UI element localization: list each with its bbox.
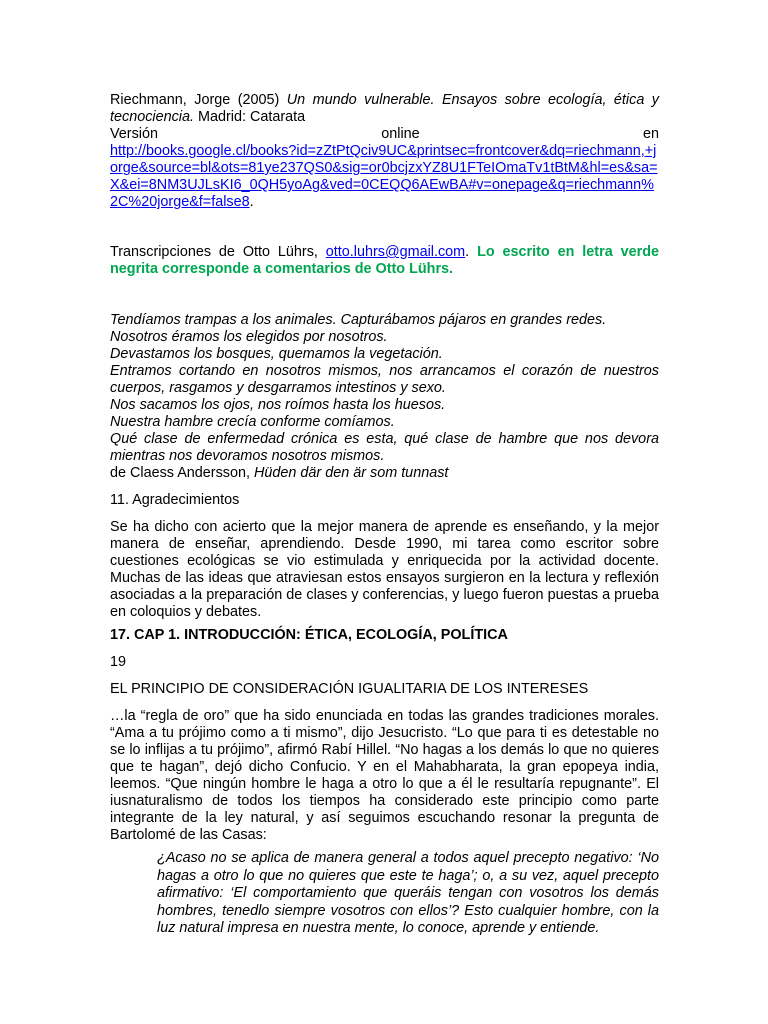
online-url-paragraph	[110, 143, 659, 211]
spacer	[110, 698, 659, 708]
document-page	[110, 92, 659, 938]
chapter-subheading: EL PRINCIPIO DE CONSIDERACIÓN IGUALITARIA DE LOS INTERESES	[110, 681, 589, 697]
citation-title: Un mundo vulnerable. Ensayos sobre ecología, ética y tecnociencia.	[110, 92, 659, 125]
transcription-lead: Transcripciones de Otto Lührs,	[110, 244, 326, 260]
poem-attribution	[110, 465, 659, 482]
spacer	[110, 671, 659, 681]
transcription-note	[110, 244, 659, 278]
online-word-online: online	[381, 126, 420, 142]
chapter-heading: 17. CAP 1. INTRODUCCIÓN: ÉTICA, ECOLOGÍA, POLÍTICA	[110, 627, 508, 643]
poem-line: Tendíamos trampas a los animales. Capturábamos pájaros en grandes redes.	[110, 312, 607, 328]
poem-block	[110, 312, 659, 465]
poem-line: Entramos cortando en nosotros mismos, nos arrancamos el corazón de nuestros cuerpos, rasgamos y desgarramos intestinos y sexo.	[110, 363, 659, 396]
online-version-line	[110, 126, 659, 143]
online-url-period: .	[249, 194, 254, 210]
agradecimientos-body: Se ha dicho con acierto que la mejor manera de aprende es enseñando, y la mejor manera de enseñar, aprendiendo. Desde 1990, mi tarea como escritor sobre cuestiones ecológicas se vio estimulada y enriquecida por la actividad docente. Muchas de las ideas que atraviesan estos ensayos surgieron en la lectura y reflexión asociadas a la preparación de clases y conferencias, y luego fueron puestas a prueba en coloquios y debates.	[110, 519, 659, 620]
poem-attribution-prefix: de Claess Andersson,	[110, 465, 254, 481]
spacer	[110, 509, 659, 519]
poem-attribution-title: Hüden där den är som tunnast	[254, 465, 449, 481]
chapter-body: …la “regla de oro” que ha sido enunciada en todas las grandes tradiciones morales. “Ama a tu prójimo como a ti mismo”, dijo Jesucristo. “Lo que para ti es detestable no se lo inflijas a tu prójimo”, afirmó Rabí Hillel. “No hagas a los demás lo que no quieres que te hagan”, dejó dicho Confucio. Y en el Mahabharata, la gran epopeya india, leemos. “Que ningún hombre le haga a otro lo que a él le resultaría repugnante”. El iusnaturalismo de todos los tiempos ha considerado este principio como parte integrante de la ley natural, y así seguimos escuchando resonar la pregunta de Bartolomé de las Casas:	[110, 708, 659, 843]
email-link[interactable]: otto.luhrs@gmail.com	[325, 244, 466, 260]
online-word-version: Versión	[110, 126, 158, 142]
google-books-link[interactable]: http://books.google.cl/books?id=zZtPtQciv9UC&printsec=frontcover&dq=riechmann,+jorge&source=bl&ots=81ye237QS0&sig=or0bcjzxYZ8U1FTeIOmaTv1tBtM&hl=es&sa=X&ei=8NM3UJLsKI6_0QH5yoAg&ved=0CEQQ6AEwBA#v=onepage&q=riechmann%2C%20jorge&f=false8	[110, 143, 658, 210]
spacer	[110, 644, 659, 654]
transcription-separator: .	[465, 244, 478, 260]
poem-line: Devastamos los bosques, quemamos la vegetación.	[110, 346, 443, 362]
poem-line: Nuestra hambre crecía conforme comíamos.	[110, 414, 395, 430]
citation	[110, 92, 659, 126]
las-casas-quote: ¿Acaso no se aplica de manera general a todos aquel precepto negativo: ‘No hagas a otro lo que no quieres que este te haga’; o, a su vez, aquel precepto afirmativo: ‘El comportamiento que queráis tengan con vosotros los demás hombres, tenedlo siempre vosotros con ellos’? Esto cualquier hombre, con la luz natural impresa en nuestra mente, lo conoce, aprende y entiende.	[157, 850, 659, 936]
poem-line: Qué clase de enfermedad crónica es esta, qué clase de hambre que nos devora mientras nos devoramos nosotros mismos.	[110, 431, 659, 464]
citation-authors: Riechmann, Jorge (2005)	[110, 92, 287, 108]
page-number: 19	[110, 654, 127, 670]
spacer	[110, 278, 659, 312]
section-heading-agradecimientos: 11. Agradecimientos	[110, 492, 240, 508]
spacer	[110, 211, 659, 244]
online-word-en: en	[642, 126, 659, 142]
poem-line: Nos sacamos los ojos, nos roímos hasta los huesos.	[110, 397, 446, 413]
citation-publisher: Madrid: Catarata	[194, 109, 306, 125]
spacer	[110, 482, 659, 492]
green-comment-note: Lo escrito en letra verde negrita corresponde a comentarios de Otto Lührs.	[110, 244, 659, 277]
poem-line: Nosotros éramos los elegidos por nosotros.	[110, 329, 388, 345]
